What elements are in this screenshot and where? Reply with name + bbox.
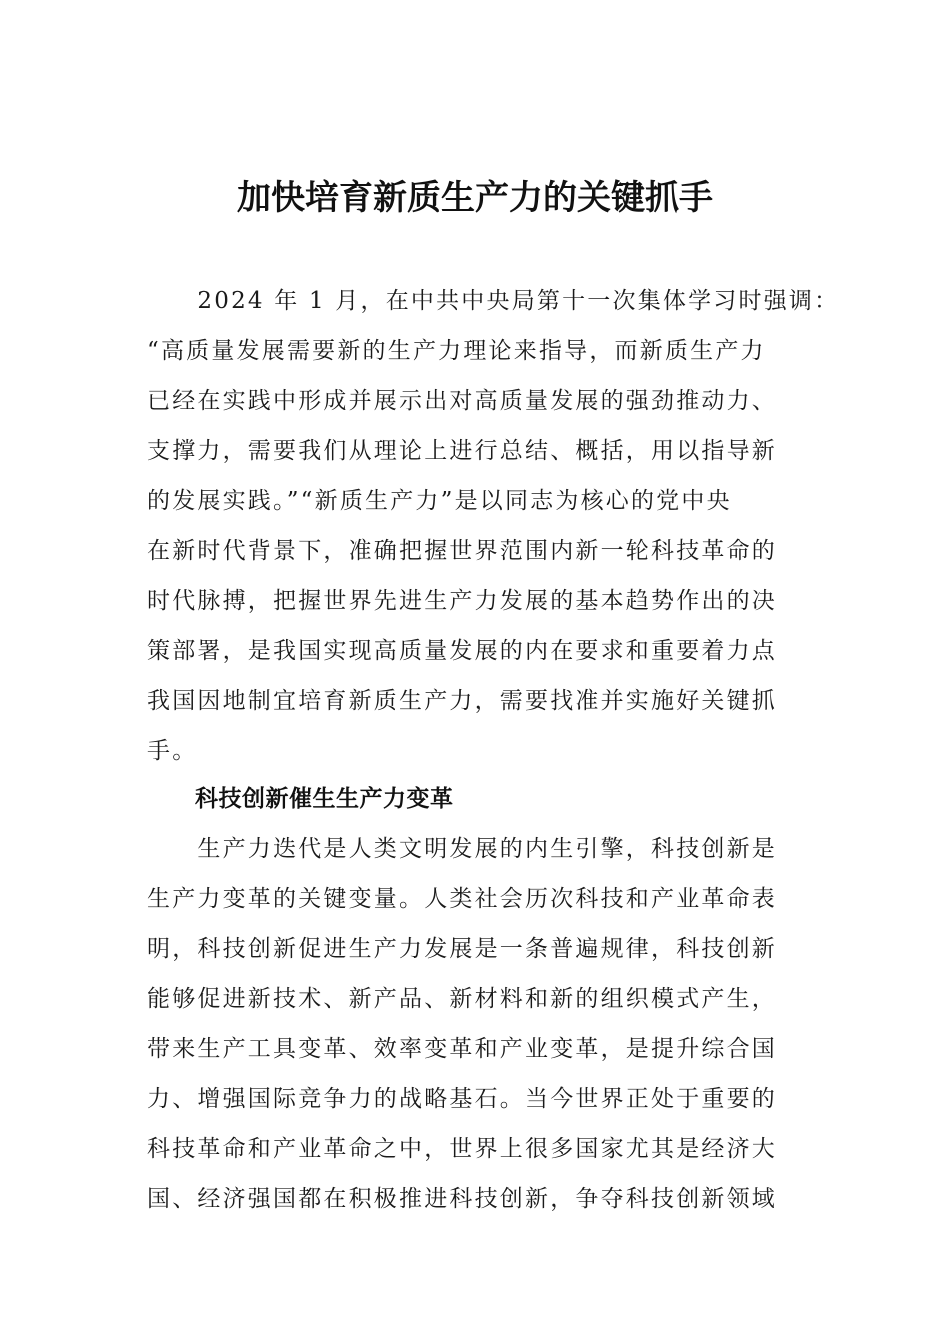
paragraph-line: 的发展实践。”“新质生产力”是以同志为核心的党中央 [147, 488, 732, 514]
paragraph-line: 生产力迭代是人类文明发展的内生引擎，科技创新是 [147, 836, 777, 862]
paragraph-line: 带来生产工具变革、效率变革和产业变革，是提升综合国 [147, 1036, 777, 1062]
paragraph-line: 能够促进新技术、新产品、新材料和新的组织模式产生， [147, 986, 777, 1012]
paragraph-tech-innovation [147, 824, 807, 1224]
paragraph-line: “高质量发展需要新的生产力理论来指导，而新质生产力 [147, 338, 766, 364]
paragraph-line: 在新时代背景下，准确把握世界范围内新一轮科技革命的 [147, 538, 777, 564]
paragraph-line: 科技革命和产业革命之中，世界上很多国家尤其是经济大 [147, 1136, 777, 1162]
paragraph-line: 明，科技创新促进生产力发展是一条普遍规律，科技创新 [147, 936, 777, 962]
paragraph-line: 时代脉搏，把握世界先进生产力发展的基本趋势作出的决 [147, 588, 777, 614]
paragraph-line: 手。 [147, 738, 198, 764]
paragraph-intro [147, 276, 840, 776]
paragraph-line: 国、经济强国都在积极推进科技创新，争夺科技创新领域 [147, 1186, 777, 1212]
paragraph-line: 已经在实践中形成并展示出对高质量发展的强劲推动力、 [147, 388, 777, 414]
paragraph-line: 生产力变革的关键变量。人类社会历次科技和产业革命表 [147, 886, 777, 912]
section-heading: 科技创新催生生产力变革 [195, 786, 454, 812]
paragraph-line: 2024 年 1 月，在中共中央局第十一次集体学习时强调： [147, 288, 840, 314]
paragraph-line: 我国因地制宜培育新质生产力，需要找准并实施好关键抓 [147, 688, 777, 714]
document-title: 加快培育新质生产力的关键抓手 [237, 178, 713, 218]
paragraph-line: 策部署，是我国实现高质量发展的内在要求和重要着力点 [147, 638, 777, 664]
paragraph-line: 力、增强国际竞争力的战略基石。当今世界正处于重要的 [147, 1086, 777, 1112]
paragraph-line: 支撑力，需要我们从理论上进行总结、概括，用以指导新 [147, 438, 777, 464]
